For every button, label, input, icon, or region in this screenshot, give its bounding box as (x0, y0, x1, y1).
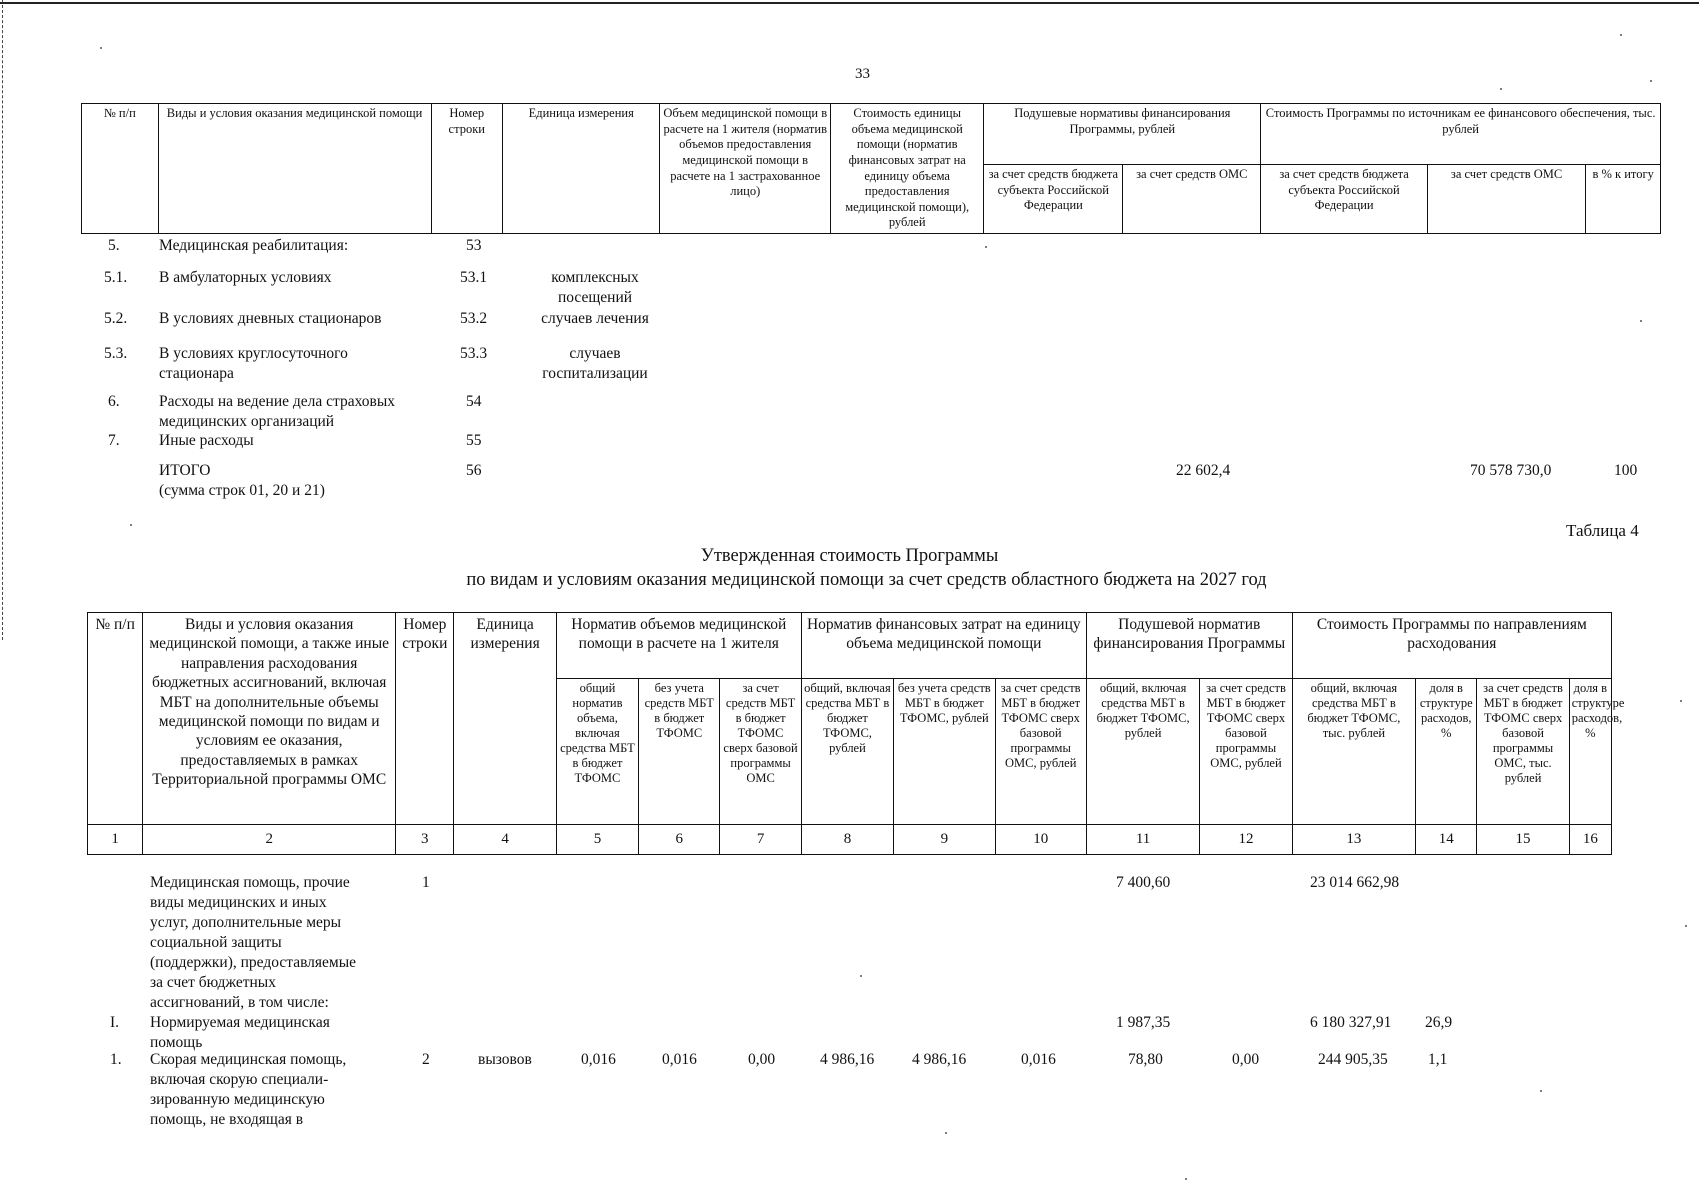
t1-header-unit: Единица измерения (503, 104, 660, 234)
t2-sub16: доля в структуре расходов, % (1569, 679, 1611, 825)
t2-colnum: 16 (1569, 825, 1611, 855)
t2-sub5: общий норматив объема, включая средства МБТ в бюджет ТФОМС (556, 679, 638, 825)
scan-speck (1640, 320, 1642, 322)
t2-row-name-line: помощь (150, 1034, 203, 1051)
t2-row-name-line: Нормируемая медицинская (150, 1014, 330, 1031)
t2-sub10: за счет средств МБТ в бюджет ТФОМС сверх базовой программы ОМС, рублей (995, 679, 1086, 825)
t1-row-num: 5.1. (104, 269, 128, 286)
t2-row-num: 1. (110, 1051, 122, 1068)
t1-row-num: 6. (108, 393, 120, 410)
t2-colnum: 3 (396, 825, 454, 855)
scan-speck (945, 1132, 947, 1134)
t1-header-cost: Стоимость единицы объема медицинской помощи (норматив финансовых затрат на единицу объема предоставления медицинской помощи), рублей (831, 104, 984, 234)
t1-row-unit: комплексных посещений (551, 269, 639, 306)
t2-header-cost: Стоимость Программы по направлениям расходования (1292, 613, 1611, 679)
t1-row-num: 5. (108, 237, 120, 254)
t2-header-types: Виды и условия оказания медицинской помощи, а также иные направления расходования бюджетных ассигнований, включая МБТ на дополнительные объемы медицинской помощи по видам и условиям ее оказания, предоставляемых в рамках Территориальной программы ОМС (143, 613, 396, 825)
scan-speck (100, 47, 102, 49)
t1-row-unit: случаев госпитализации (542, 345, 648, 382)
t1-header-prog-budget: за счет средств бюджета субъекта Российской Федерации (1261, 164, 1428, 233)
t1-total-name2: (сумма строк 01, 20 и 21) (159, 482, 325, 499)
t2-sub11: общий, включая средства МБТ в бюджет ТФОМС, рублей (1086, 679, 1199, 825)
t2-colnum: 8 (801, 825, 893, 855)
t1-header-volume: Объем медицинской помощи в расчете на 1 жителя (норматив объемов предоставления медицинской помощи в расчете на 1 застрахованное лицо) (660, 104, 831, 234)
t2-column-numbers (88, 825, 1612, 855)
t1-row-rownum: 53.2 (460, 310, 488, 327)
t1-header-prog-pct: в % к итогу (1586, 164, 1661, 233)
t1-total-name: ИТОГО (159, 462, 211, 479)
scan-speck (130, 524, 132, 526)
t2-row-num: I. (110, 1014, 120, 1031)
scan-speck (1500, 88, 1502, 90)
t1-row-num: 5.2. (104, 310, 128, 327)
t1-row-num: 5.3. (104, 345, 128, 362)
scan-speck (1620, 34, 1622, 36)
scan-speck (985, 246, 987, 248)
t2-row-name-line: Медицинская помощь, прочие (150, 874, 350, 891)
t1-header-row: Номер строки (431, 104, 503, 234)
t2-header-num: № п/п (88, 613, 143, 825)
t2-row-c11: 78,80 (1128, 1051, 1163, 1068)
t1-total-percap-oms: 22 602,4 (1176, 462, 1231, 479)
t1-row-rownum: 53 (466, 237, 482, 254)
t1-total-prog-oms: 70 578 730,0 (1470, 462, 1552, 479)
t2-row-c10: 0,016 (1021, 1051, 1056, 1068)
t1-row-rownum: 53.1 (460, 269, 488, 286)
t2-row-c11: 1 987,35 (1116, 1014, 1171, 1031)
table-title-line2: по видам и условиям оказания медицинской помощи за счет средств областного бюджета на 2027 год (466, 570, 1267, 590)
t2-colnum: 4 (454, 825, 556, 855)
t2-row-rownum: 1 (422, 874, 430, 891)
t2-header-unit: Единица измерения (454, 613, 556, 825)
t2-colnum: 2 (143, 825, 396, 855)
t2-colnum: 15 (1477, 825, 1569, 855)
t1-row-num: 7. (108, 432, 120, 449)
t2-colnum: 1 (88, 825, 143, 855)
t2-row-c11: 7 400,60 (1116, 874, 1171, 891)
t2-row-name-line: (поддержки), предоставляемые (150, 954, 357, 971)
t2-header-percap: Подушевой норматив финансирования Программы (1086, 613, 1292, 679)
t2-sub9: без учета средств МБТ в бюджет ТФОМС, рублей (894, 679, 995, 825)
scan-speck (1540, 1090, 1542, 1092)
t2-row-c14: 1,1 (1428, 1051, 1448, 1068)
t1-row-rownum: 55 (466, 432, 482, 449)
t2-header-vol: Норматив объемов медицинской помощи в расчете на 1 жителя (556, 613, 801, 679)
t2-sub8: общий, включая средства МБТ в бюджет ТФОМС, рублей (801, 679, 893, 825)
t2-colnum: 7 (720, 825, 801, 855)
t1-header-percap-oms: за счет средств ОМС (1123, 164, 1261, 233)
t1-header-types: Виды и условия оказания медицинской помощи (158, 104, 431, 234)
t1-header-num: № п/п (82, 104, 159, 234)
t2-colnum: 13 (1292, 825, 1415, 855)
t2-colnum: 12 (1200, 825, 1292, 855)
table2-header (87, 612, 1625, 855)
scan-speck (1685, 925, 1687, 927)
t1-row-name: Медицинская реабилитация: (159, 237, 349, 254)
t2-sub12: за счет средств МБТ в бюджет ТФОМС сверх базовой программы ОМС, рублей (1200, 679, 1292, 825)
table-title-line1: Утвержденная стоимость Программы (700, 546, 999, 566)
t2-row-unit: вызовов (478, 1051, 532, 1068)
t1-header-percap-budget: за счет средств бюджета субъекта Российской Федерации (984, 164, 1123, 233)
t1-header-percap: Подушевые нормативы финансирования Программы, рублей (984, 104, 1261, 165)
page-left-border (2, 0, 3, 640)
t2-header-fin: Норматив финансовых затрат на единицу объема медицинской помощи (801, 613, 1086, 679)
t1-total-pct: 100 (1614, 462, 1638, 479)
t1-row-name: В амбулаторных условиях (159, 269, 332, 286)
t1-row-name: В условиях дневных стационаров (159, 310, 382, 327)
t2-row-c7: 0,00 (748, 1051, 776, 1068)
t2-row-c6: 0,016 (662, 1051, 697, 1068)
t2-sub6: без учета средств МБТ в бюджет ТФОМС (639, 679, 720, 825)
t2-header-row: Номер строки (396, 613, 454, 825)
table1-header (81, 103, 1661, 234)
t1-row-name: Иные расходы (159, 432, 254, 449)
t2-row-name-line: виды медицинских и иных (150, 894, 327, 911)
t2-row-name-line: зированную медицинскую (150, 1091, 325, 1108)
t2-row-name-line: ассигнований, в том числе: (150, 994, 329, 1011)
t2-row-c12: 0,00 (1232, 1051, 1260, 1068)
t2-row-rownum: 2 (422, 1051, 430, 1068)
t1-row-unit: случаев лечения (541, 310, 649, 327)
t2-row-name-line: Скорая медицинская помощь, (150, 1051, 347, 1068)
t2-row-c8: 4 986,16 (820, 1051, 875, 1068)
t1-row-rownum: 53.3 (460, 345, 488, 362)
t2-colnum: 10 (995, 825, 1086, 855)
t2-row-c13: 6 180 327,91 (1310, 1014, 1392, 1031)
t2-row-c13: 23 014 662,98 (1310, 874, 1400, 891)
t2-row-name-line: включая скорую специали- (150, 1071, 329, 1088)
t2-colnum: 14 (1416, 825, 1477, 855)
t2-sub15: за счет средств МБТ в бюджет ТФОМС сверх базовой программы ОМС, тыс. рублей (1477, 679, 1569, 825)
t2-sub13: общий, включая средства МБТ в бюджет ТФОМС, тыс. рублей (1292, 679, 1415, 825)
t2-row-c13: 244 905,35 (1318, 1051, 1388, 1068)
t2-row-name-line: социальной защиты (150, 934, 282, 951)
t2-row-c9: 4 986,16 (912, 1051, 967, 1068)
t1-total-rownum: 56 (466, 462, 482, 479)
t2-colnum: 5 (556, 825, 638, 855)
t2-sub7: за счет средств МБТ в бюджет ТФОМС сверх базовой программы ОМС (720, 679, 801, 825)
scan-speck (1680, 700, 1682, 702)
t1-header-program: Стоимость Программы по источникам ее финансового обеспечения, тыс. рублей (1261, 104, 1661, 165)
t1-row-name: Расходы на ведение дела страховых медицинских организаций (159, 393, 395, 430)
page-top-border (0, 2, 1699, 4)
page-number: 33 (855, 66, 870, 82)
t2-row-name-line: помощь, не входящая в (150, 1111, 304, 1128)
t2-colnum: 9 (894, 825, 995, 855)
table-label: Таблица 4 (1566, 521, 1639, 540)
t1-row-name: В условиях круглосуточного стационара (159, 345, 348, 382)
t2-colnum: 11 (1086, 825, 1199, 855)
t1-header-prog-oms: за счет средств ОМС (1427, 164, 1585, 233)
t1-row-rownum: 54 (466, 393, 482, 410)
t2-row-name-line: услуг, дополнительные меры (150, 914, 342, 931)
scan-speck (860, 975, 862, 977)
t2-row-c14: 26,9 (1425, 1014, 1453, 1031)
scan-speck (1650, 80, 1652, 82)
t2-row-c5: 0,016 (581, 1051, 616, 1068)
t2-row-name-line: за счет бюджетных (150, 974, 276, 991)
t2-colnum: 6 (639, 825, 720, 855)
t2-sub14: доля в структуре расходов, % (1416, 679, 1477, 825)
scan-speck (1185, 1178, 1187, 1180)
